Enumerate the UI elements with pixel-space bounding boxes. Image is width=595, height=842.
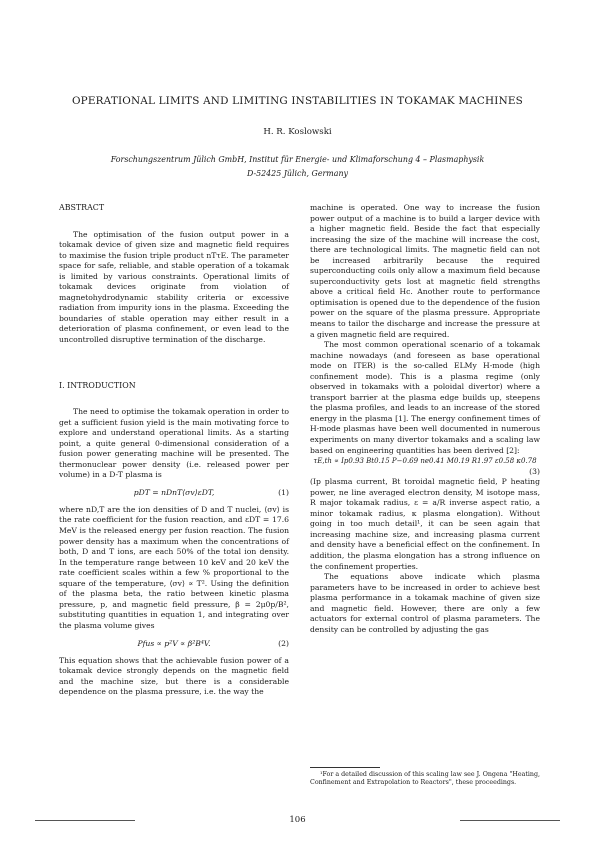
equation-2-number: (2): [278, 638, 289, 648]
right-paragraph-4: The equations above indicate which plasma parameters have to be increased in order to achieve best plasma performance in a tokamak machine of given size and magnetic field. However, there are only a few actuators for external control of plasma parameters. The density can be controlled by adjusting the gas: [310, 572, 540, 634]
abstract-heading: ABSTRACT: [59, 203, 105, 212]
intro-paragraph-1: The need to optimise the tokamak operation in order to get a sufficient fusion yield is the main motivating force to explore and understand operational limits. As a starting point, a quite general 0-dimensional consideration of a fusion power generating machine will be presented. The thermonuclear power density (i.e. released power per volume) in a D-T plasma is: [59, 407, 289, 480]
page-number: 106: [289, 815, 306, 825]
affiliation-institute: Forschungszentrum Jülich GmbH, Institut für Energie- und Klimaforschung 4 – Plasmaphysik: [110, 155, 485, 164]
right-paragraph-2: The most common operational scenario of a tokamak machine nowadays (and foreseen as base operational mode on ITER) is the so-called ELMy H-mode (high confinement mode). This is a plasma regime (only observed in tokamaks with a poloidal divertor) where a transport barrier at the plasma edge builds up, steepens the plasma profiles, and leads to an increase of the stored energy in the plasma [1]. The energy confinement times of H-mode plasmas have been well documented in numerous experiments on many divertor tokamaks and a scaling law based on engineering quantities has been derived [2]:: [310, 340, 540, 455]
equation-2-formula: Pfus ∝ p²V ∝ β²B⁴V.: [137, 638, 211, 648]
right-column: [310, 203, 540, 635]
footer-rule-right: [460, 820, 560, 821]
right-paragraph-1: machine is operated. One way to increase the fusion power output of a machine is to build a larger device with a higher magnetic field. Beside the fact that especially increasing the size of the machine will increase the cost, there are technological limits. The magnetic field can not be increased arbitrarily because the required superconducting coils only allow a maximum field because superconductivity gets lost at magnetic field strengths above a critical field Hc. Another route to performance optimisation is opened due to the dependence of the fusion power on the square of the plasma pressure. Appropriate means to tailor the discharge and increase the pressure at a given magnetic field are required.: [310, 203, 540, 339]
intro-heading: I. INTRODUCTION: [59, 380, 136, 390]
author-name: H. R. Koslowski: [263, 127, 332, 137]
footnote: [310, 767, 540, 788]
equation-3-number: (3): [529, 467, 540, 477]
intro-paragraph-2: where nD,T are the ion densities of D and T nuclei, ⟨σv⟩ is the rate coefficient for the fusion reaction, and εDT = 17.6 MeV is the released energy per fusion reaction. The fusion power density has a maximum when the concentrations of both, D and T ions, are each 50% of the total ion density. In the temperature range between 10 keV and 20 keV the rate coefficient scales within a few % proportional to the square of the temperature, ⟨σv⟩ ∝ T². Using the definition of the plasma beta, the ratio between kinetic plasma pressure, p, and magnetic field pressure, β = 2μ0p/B², substituting quantities in equation 1, and integrating over the plasma volume gives: [59, 504, 289, 630]
equation-1-number: (1): [278, 487, 289, 497]
equation-1: [59, 487, 289, 499]
equation-2: [59, 638, 289, 650]
affiliation-address: D-52425 Jülich, Germany: [246, 169, 349, 178]
equation-3-formula: τE,th ∝ Ip0.93 Bt0.15 P−0.69 ne0.41 M0.19 R1.97 ε0.58 κ0.78: [313, 457, 537, 466]
left-column: [59, 203, 289, 698]
paper-title: OPERATIONAL LIMITS AND LIMITING INSTABILITIES IN TOKAMAK MACHINES: [71, 95, 524, 107]
abstract-text: The optimisation of the fusion output power in a tokamak device of given size and magnetic field requires to maximise the fusion triple product nTτE. The parameter space for safe, reliable, and stable operation of a tokamak is limited by various constraints. Operational limits of tokamak devices originate from violation of magnetohydrodynamic stability criteria or excessive radiation from impurity ions in the plasma. Exceeding the boundaries of stable operation may either result in a deterioration of plasma confinement, or even lead to the uncontrolled disruptive termination of the discharge.: [59, 229, 289, 345]
right-paragraph-3: (Ip plasma current, Bt toroidal magnetic field, P heating power, ne line averaged electron density, M isotope mass, R major tokamak radius, ε = a/R inverse aspect ratio, a minor tokamak radius, κ plasma elongation). Without going in too much detail¹, it can be seen again that increasing machine size, and increasing plasma current and density have a beneficial effect on the confinement. In addition, the plasma elongation has a strong influence on the confinement properties.: [310, 477, 540, 571]
equation-1-formula: pDT = nDnT⟨σv⟩εDT,: [133, 487, 215, 497]
intro-paragraph-3: This equation shows that the achievable fusion power of a tokamak device strongly depends on the magnetic field and the machine size, but there is a considerable dependence on the plasma pressure, i.e. the way the: [59, 655, 289, 697]
footnote-rule: [310, 767, 380, 768]
footnote-text: ¹For a detailed discussion of this scaling law see J. Ongena "Heating, Confinement and Extrapolation to Reactors", these proceedings.: [310, 771, 540, 787]
affiliation: [0, 153, 595, 181]
